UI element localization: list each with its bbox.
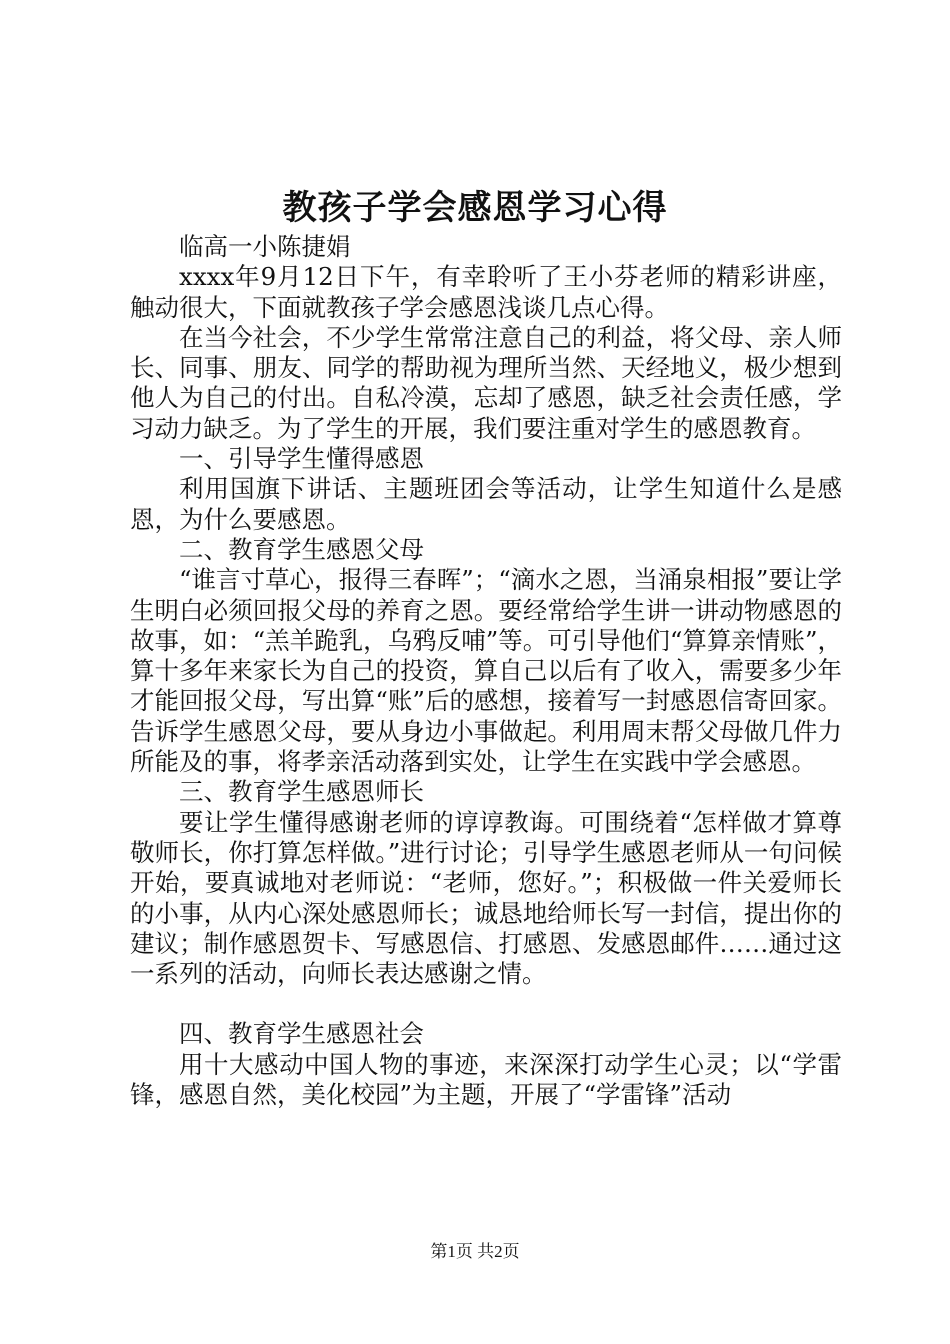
intro-paragraph: xxxx年9月12日下午，有幸聆听了王小芬老师的精彩讲座，触动很大，下面就教孩子学会感恩浅谈几点心得。 (130, 262, 842, 322)
section-2-paragraph: “谁言寸草心，报得三春晖”；“滴水之恩，当涌泉相报”要让学生明白必须回报父母的养育之恩。要经常给学生讲一讲动物感恩的故事，如：“羔羊跪乳，乌鸦反哺”等。可引导他们“算算亲情账”，算十多年来家长为自己的投资，算自己以后有了收入，需要多少年才能回报父母，写出算“账”后的感想，接着写一封感恩信寄回家。告诉学生感恩父母，要从身边小事做起。利用周末帮父母做几件力所能及的事，将孝亲活动落到实处，让学生在实践中学会感恩。 (130, 565, 842, 777)
section-heading-1: 一、引导学生懂得感恩 (179, 444, 424, 474)
document-body (130, 232, 842, 1110)
author-line: 临高一小陈捷娟 (179, 232, 351, 261)
section-heading-3: 三、教育学生感恩师长 (179, 777, 424, 807)
background-paragraph: 在当今社会，不少学生常常注意自己的利益，将父母、亲人师长、同事、朋友、同学的帮助视为理所当然、天经地义，极少想到他人为自己的付出。自私冷漠，忘却了感恩，缺乏社会责任感，学习动力缺乏。为了学生的开展，我们要注重对学生的感恩教育。 (130, 322, 842, 443)
section-heading-2: 二、教育学生感恩父母 (179, 534, 424, 564)
section-3-paragraph: 要让学生懂得感谢老师的谆谆教诲。可围绕着“怎样做才算尊敬师长，你打算怎样做。”进行讨论；引导学生感恩老师从一句问候开始，要真诚地对老师说：“老师，您好。”；积极做一件关爱师长的小事，从内心深处感恩师长；诚恳地给师长写一封信，提出你的建议；制作感恩贺卡、写感恩信、打感恩、发感恩邮件……通过这一系列的活动，向师长表达感谢之情。 (130, 807, 842, 989)
page-footer: 第1页 共2页 (430, 1242, 520, 1261)
document-title: 教孩子学会感恩学习心得 (282, 188, 668, 228)
section-4-paragraph: 用十大感动中国人物的事迹，来深深打动学生心灵；以“学雷锋，感恩自然，美化校园”为主题，开展了“学雷锋”活动 (130, 1049, 842, 1110)
section-heading-4: 四、教育学生感恩社会 (179, 1019, 424, 1049)
section-1-paragraph: 利用国旗下讲话、主题班团会等活动，让学生知道什么是感恩，为什么要感恩。 (130, 474, 842, 534)
